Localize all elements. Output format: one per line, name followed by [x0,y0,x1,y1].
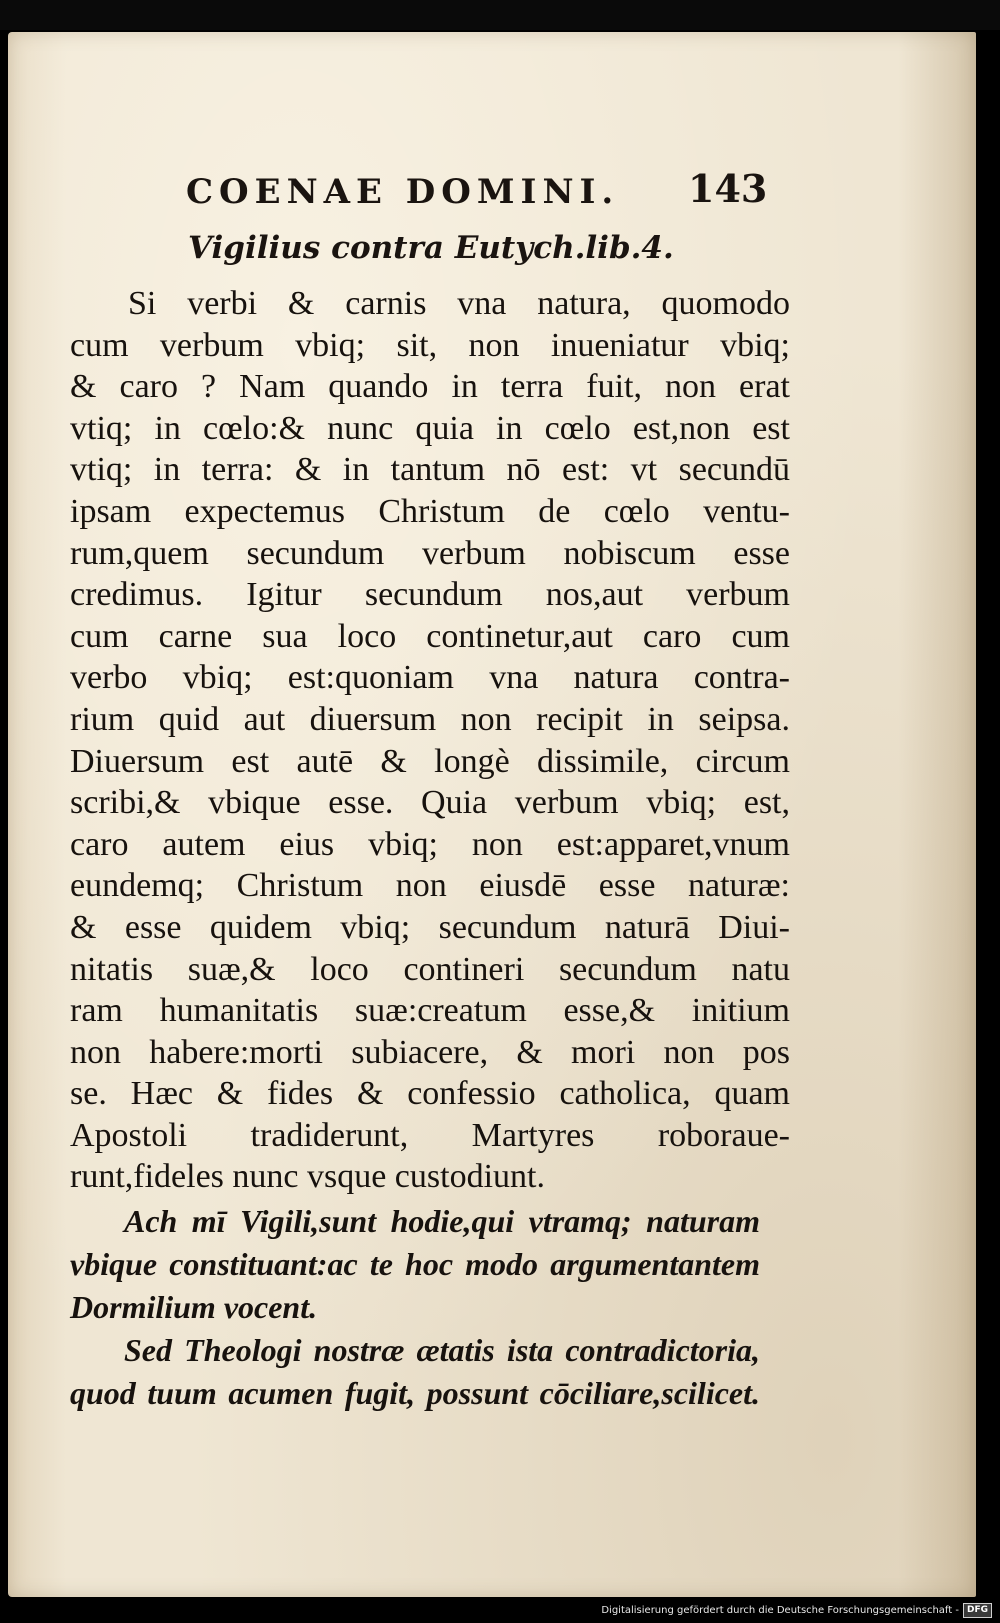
page-number: 143 [688,166,768,211]
italic-line: Ach mī Vigili,sunt hodie,qui vtramq; naturam [124,1203,760,1239]
text-line: Diuersum est autē & longè dissimile, circum [70,742,790,780]
book-page [8,32,976,1597]
text-line: rium quid aut diuersum non recipit in seipsa. [70,700,790,738]
text-line: vtiq; in cœlo:& nunc quia in cœlo est,non est [70,409,790,447]
source-heading: Vigilius contra Eutych.lib.4. [188,230,674,266]
dfg-logo: DFG [963,1603,992,1618]
italic-line: Sed Theologi nostræ ætatis ista contradictoria, [124,1332,760,1368]
text-line: runt,fideles nunc vsque custodiunt. [70,1158,545,1196]
italic-line: Dormilium vocent. [70,1289,318,1325]
text-line: vtiq; in terra: & in tantum nō est: vt secundū [70,451,790,489]
text-line: rum,quem secundum verbum nobiscum esse [70,534,790,572]
italic-commentary [70,1200,760,1415]
running-head: COENAE DOMINI. [186,172,620,212]
digitization-credit [601,1601,992,1619]
text-line: eundemq; Christum non eiusdē esse naturæ: [70,867,790,905]
text-line: Apostoli tradiderunt, Martyres roboraue- [70,1116,790,1154]
text-line: se. Hæc & fides & confessio catholica, quam [70,1075,790,1113]
italic-line: vbique constituant:ac te hoc modo argumentantem [70,1246,760,1282]
italic-line: quod tuum acumen fugit, possunt cōciliare,scilicet. [70,1375,760,1411]
text-line: Si verbi & carnis vna natura, quomodo [128,285,790,322]
text-line: non habere:morti subiacere, & mori non pos [70,1033,790,1071]
text-line: credimus. Igitur secundum nos,aut verbum [70,576,790,614]
scan-background [0,0,1000,30]
text-line: nitatis suæ,& loco contineri secundum natu [70,950,790,988]
text-line: caro autem eius vbiq; non est:apparet,vnum [70,825,790,863]
text-line: & caro ? Nam quando in terra fuit, non erat [70,368,790,406]
body-text [70,283,790,1198]
text-line: cum carne sua loco continetur,aut caro cum [70,617,790,655]
text-line: ram humanitatis suæ:creatum esse,& initium [70,992,790,1030]
text-line: & esse quidem vbiq; secundum naturā Diui- [70,908,790,946]
text-line: scribi,& vbique esse. Quia verbum vbiq; est, [70,784,790,822]
text-line: cum verbum vbiq; sit, non inueniatur vbiq; [70,326,790,364]
credit-text: Digitalisierung gefördert durch die Deutsche Forschungsgemeinschaft - [601,1604,959,1616]
text-line: verbo vbiq; est:quoniam vna natura contra- [70,659,790,697]
text-line: ipsam expectemus Christum de cœlo ventu- [70,492,790,530]
